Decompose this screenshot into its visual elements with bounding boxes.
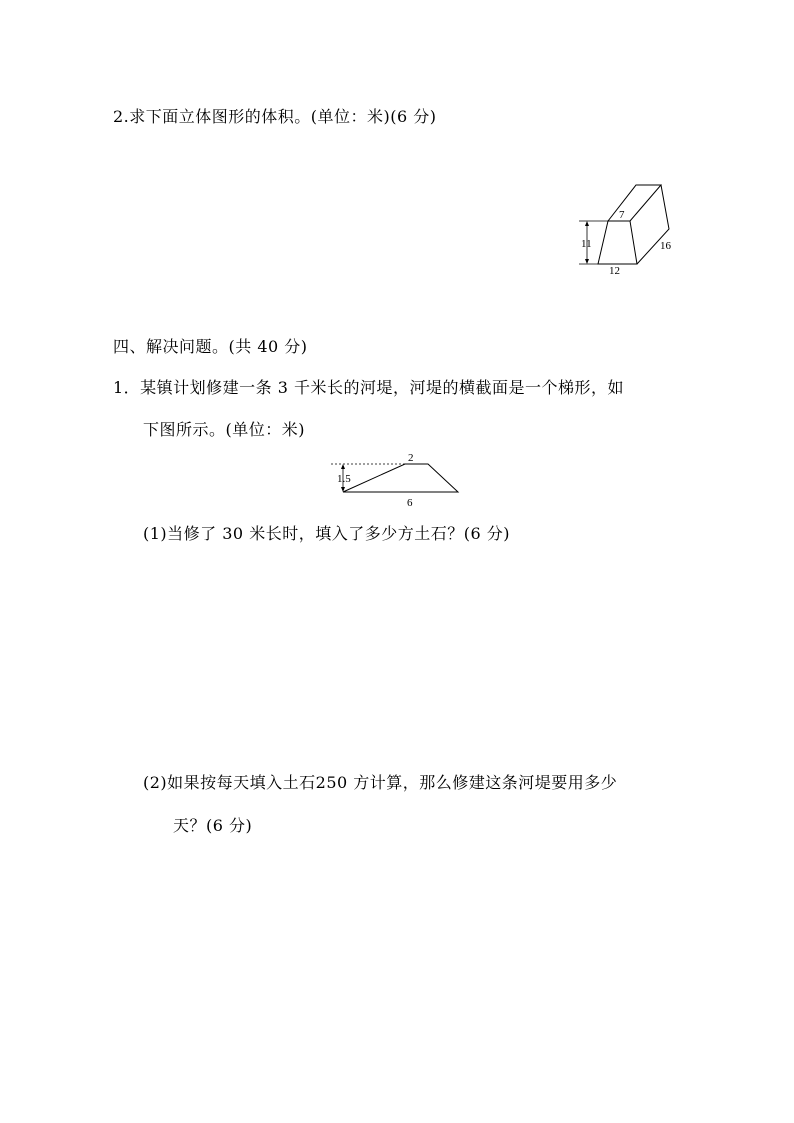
sub-question-2-line-1: (2)如果按每天填入土石250 方计算，那么修建这条河堤要用多少 xyxy=(143,773,618,792)
sub-question-2-line-2: 天？(6 分) xyxy=(173,816,253,835)
prism-label-bottom: 12 xyxy=(609,265,620,277)
section-4-heading: 四、解决问题。(共 40 分) xyxy=(113,337,308,356)
trapezoid-label-height: 1.5 xyxy=(337,473,351,485)
prism-label-depth: 16 xyxy=(660,240,671,252)
trapezoid-label-bottom: 6 xyxy=(407,497,413,509)
trapezoid-label-top: 2 xyxy=(408,452,414,464)
levee-cross-section-figure xyxy=(325,448,465,510)
trapezoid-prism-figure xyxy=(570,180,680,280)
prism-label-height: 11 xyxy=(581,238,592,250)
problem-1-line-1: 1．某镇计划修建一条 3 千米长的河堤，河堤的横截面是一个梯形，如 xyxy=(113,378,625,397)
sub-question-1: (1)当修了 30 米长时，填入了多少方土石？(6 分) xyxy=(143,524,510,543)
problem-1-line-2: 下图所示。(单位：米) xyxy=(143,420,305,439)
question-2-text: 2.求下面立体图形的体积。(单位：米)(6 分) xyxy=(113,107,437,126)
prism-label-top: 7 xyxy=(619,209,625,221)
